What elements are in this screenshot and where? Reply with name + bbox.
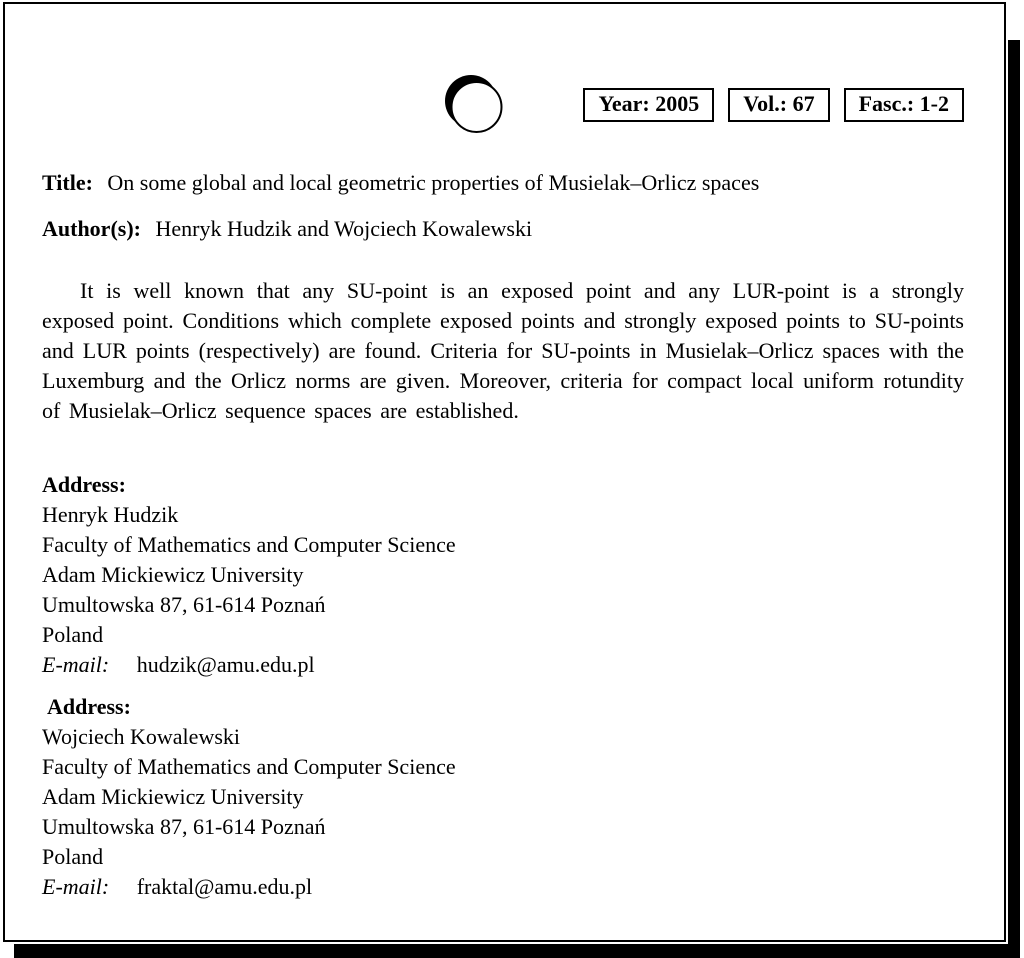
volume-badge: Vol.: 67 <box>728 88 829 122</box>
crescent-moon-logo-icon <box>443 74 505 136</box>
email-label: E-mail: <box>42 652 110 677</box>
email-line <box>42 650 964 680</box>
header <box>42 74 964 136</box>
email-line <box>42 872 964 902</box>
issue-badges <box>583 88 964 122</box>
authors-text: Henryk Hudzik and Wojciech Kowalewski <box>155 216 533 241</box>
address-block-1 <box>42 470 964 680</box>
page-frame <box>3 2 1006 942</box>
address-university-line: Adam Mickiewicz University <box>42 784 304 809</box>
address-street-line: Umultowska 87, 61-614 Poznań <box>42 814 326 839</box>
title-label: Title: <box>42 170 93 195</box>
email-label: E-mail: <box>42 874 110 899</box>
address-heading: Address: <box>42 472 126 497</box>
address-name-line: Henryk Hudzik <box>42 502 179 527</box>
address-heading: Address: <box>47 694 131 719</box>
authors-line <box>42 214 964 244</box>
abstract-paragraph: It is well known that any SU-point is an exposed point and any LUR-point is a strongly exposed point. Conditions which complete exposed points and strongly exposed points to SU-points and LUR points (respectively) are found. Criteria for SU-points in Musielak–Orlicz spaces with the Luxemburg and the Orlicz norms are given. Moreover, criteria for compact local uniform rotundity of Musielak–Orlicz sequence spaces are established. <box>42 278 964 423</box>
address-name-line: Wojciech Kowalewski <box>42 724 240 749</box>
authors-label: Author(s): <box>42 216 141 241</box>
page-drop-shadow-right <box>1008 40 1020 958</box>
fascicle-badge: Fasc.: 1-2 <box>844 88 964 122</box>
title-line <box>42 168 964 198</box>
address-street-line: Umultowska 87, 61-614 Poznań <box>42 592 326 617</box>
address-country-line: Poland <box>42 844 104 869</box>
address-faculty-line: Faculty of Mathematics and Computer Science <box>42 754 456 779</box>
address-block-2 <box>42 692 964 902</box>
email-address: fraktal@amu.edu.pl <box>136 874 313 899</box>
address-country-line: Poland <box>42 622 104 647</box>
address-university-line: Adam Mickiewicz University <box>42 562 304 587</box>
address-faculty-line: Faculty of Mathematics and Computer Science <box>42 532 456 557</box>
email-address: hudzik@amu.edu.pl <box>136 652 315 677</box>
title-text: On some global and local geometric properties of Musielak–Orlicz spaces <box>107 170 760 195</box>
page-drop-shadow-bottom <box>14 944 1020 958</box>
year-badge: Year: 2005 <box>583 88 714 122</box>
address-section <box>42 470 964 902</box>
